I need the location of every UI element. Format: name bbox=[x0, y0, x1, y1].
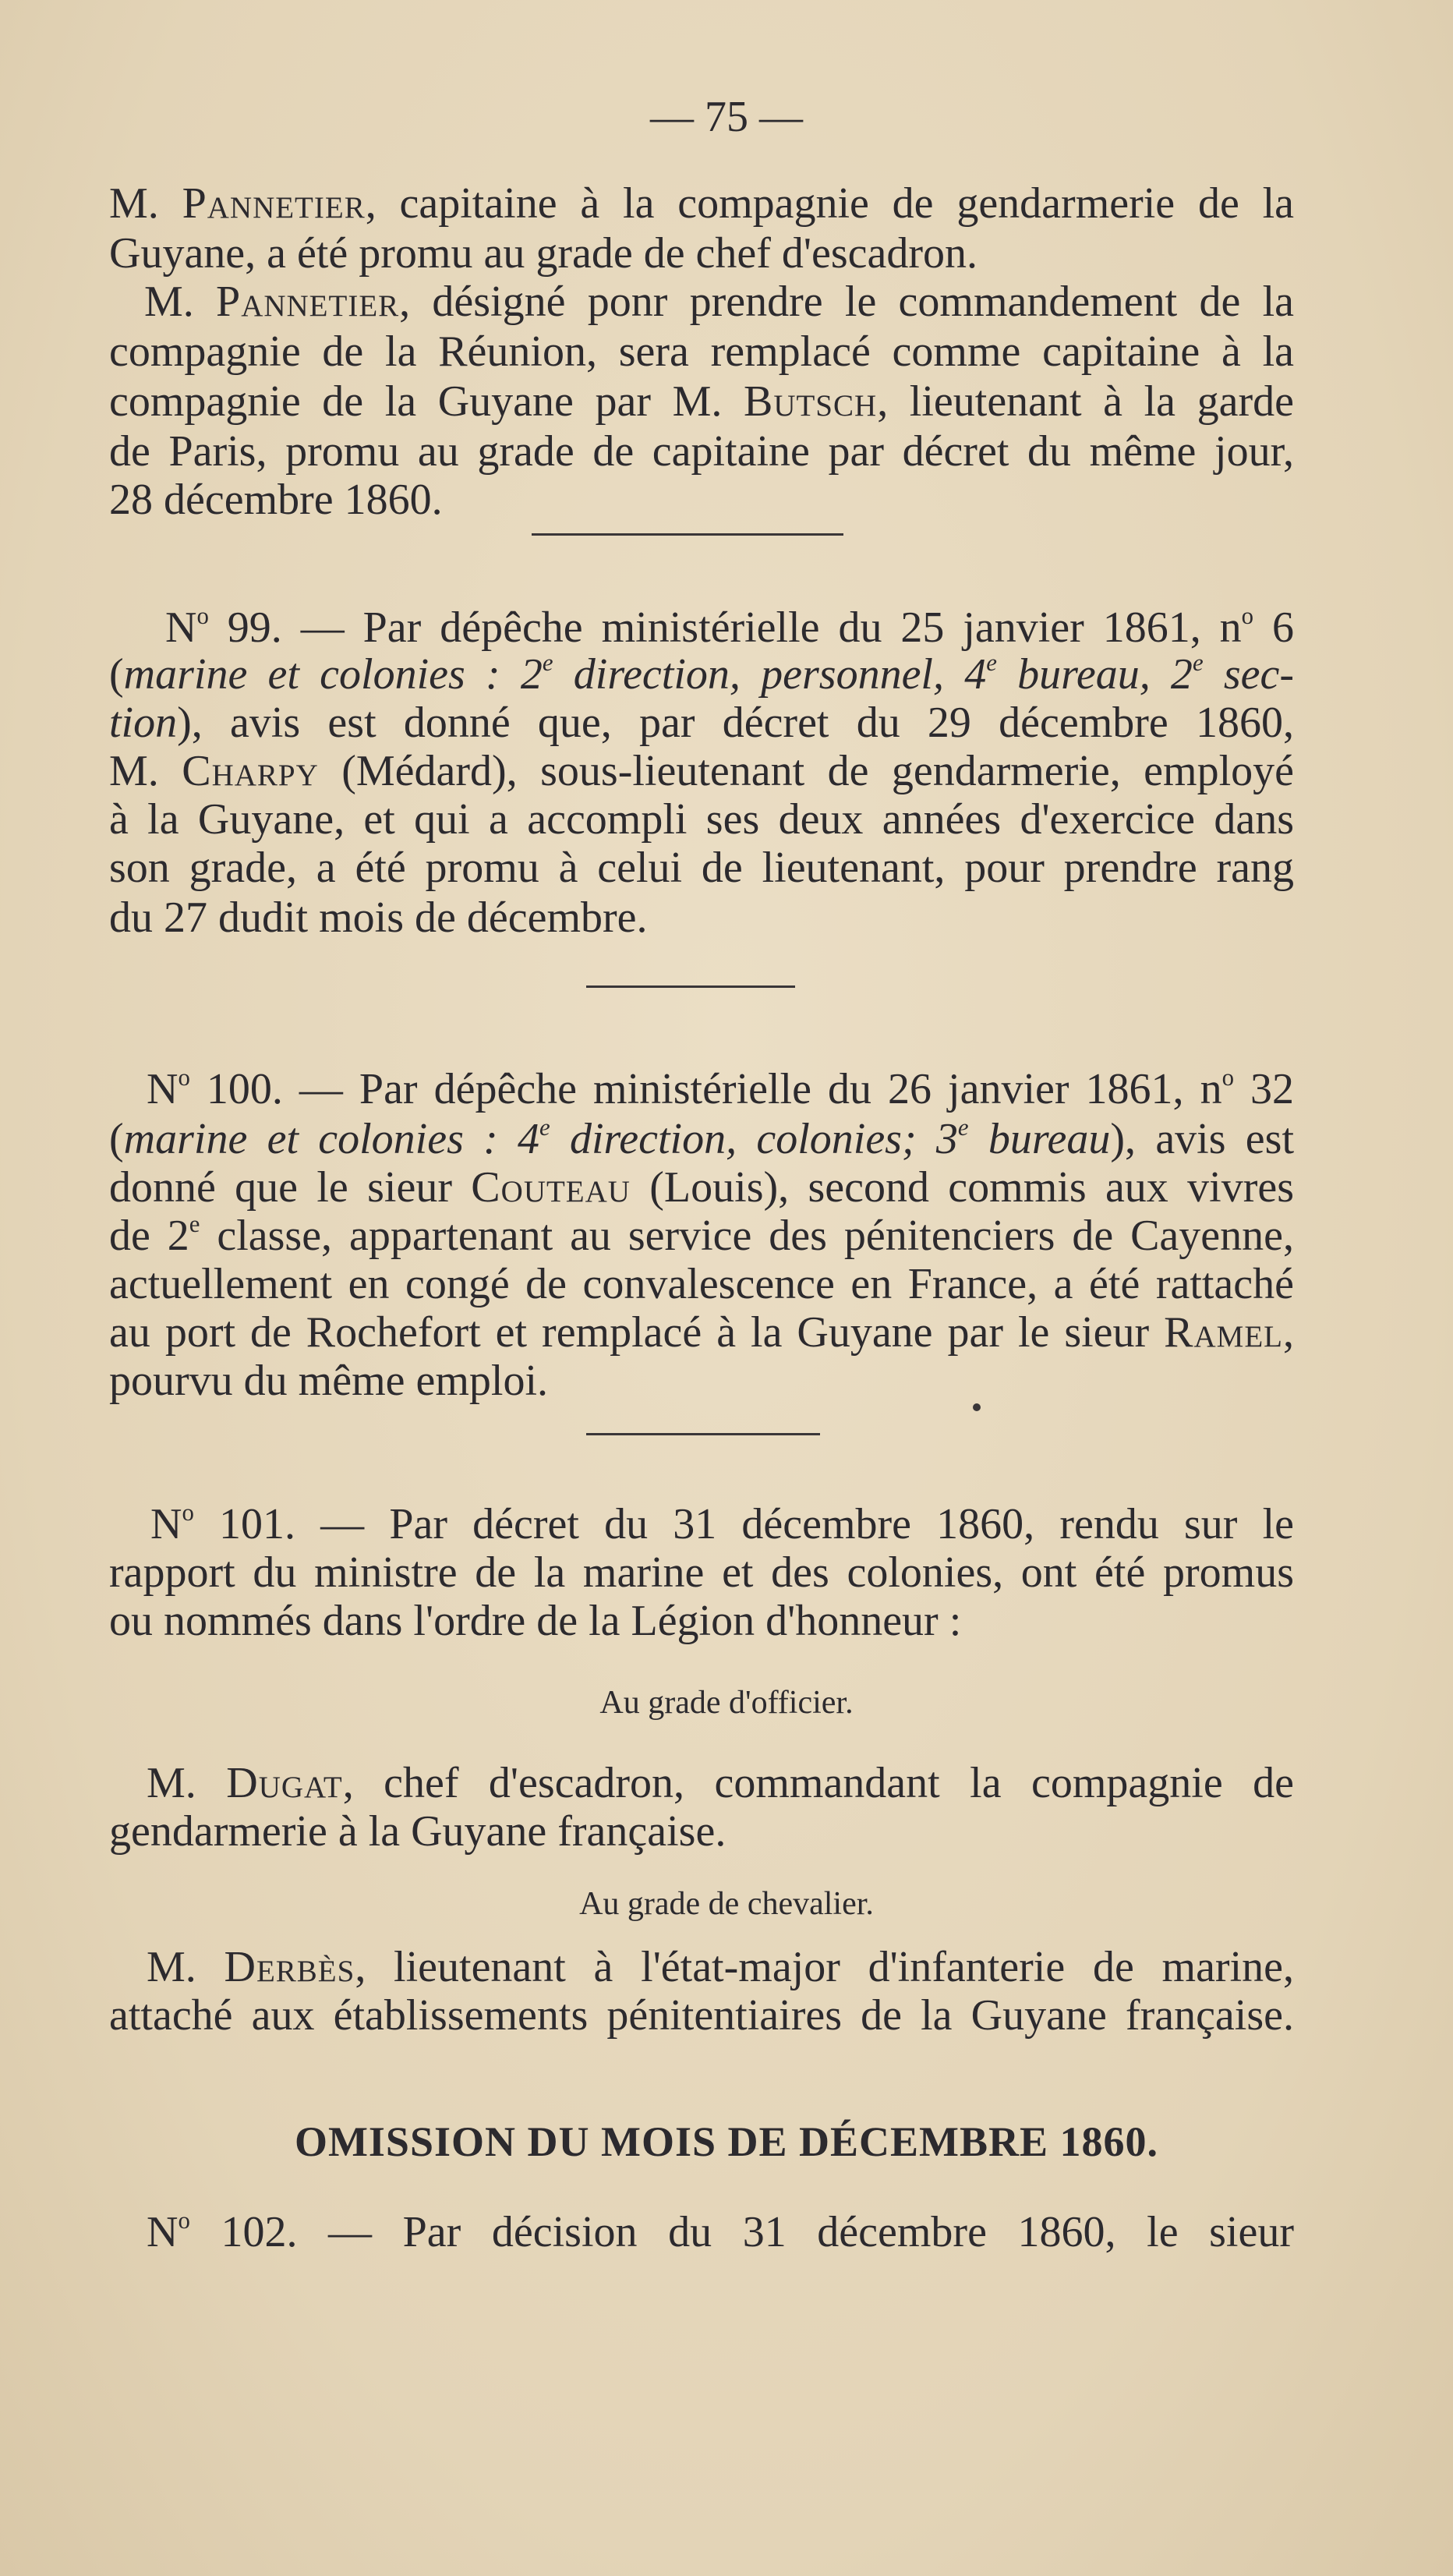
text-line: gendarmerie à la Guyane française. bbox=[109, 1807, 726, 1856]
text-line: M. Pannetier, capitaine à la compagnie de gendarmerie de la bbox=[109, 179, 1295, 228]
text-line: compagnie de la Guyane par M. Butsch, lieutenant à la garde bbox=[109, 377, 1294, 426]
text-line: à la Guyane, et qui a accompli ses deux années d'exercice dans bbox=[109, 795, 1294, 844]
text-line: donné que le sieur Couteau (Louis), second commis aux vivres bbox=[109, 1163, 1294, 1212]
text-line: pourvu du même emploi. bbox=[109, 1357, 549, 1405]
person-name: Dugat bbox=[226, 1759, 343, 1807]
text-line: M. Dugat, chef d'escadron, commandant la compagnie de bbox=[147, 1759, 1295, 1807]
section-heading: OMISSION DU MOIS DE DÉCEMBRE 1860. bbox=[294, 2118, 1159, 2165]
person-name: Butsch bbox=[743, 377, 878, 426]
text-line: 28 décembre 1860. bbox=[109, 476, 443, 524]
text-line: du 27 dudit mois de décembre. bbox=[109, 893, 648, 942]
person-name: Derbès bbox=[224, 1943, 355, 1991]
text-line: compagnie de la Réunion, sera remplacé comme capitaine à la bbox=[109, 327, 1294, 376]
person-name: Charpy bbox=[182, 747, 319, 795]
text-line: M. Derbès, lieutenant à l'état-major d'infanterie de marine, bbox=[147, 1943, 1294, 1991]
text-line: de 2e classe, appartenant au service des pénitenciers de Cayenne, bbox=[109, 1210, 1294, 1260]
separator-rule bbox=[532, 533, 843, 536]
person-name: Pannetier bbox=[182, 179, 366, 228]
ink-speck bbox=[973, 1403, 981, 1411]
text-line: tion), avis est donné que, par décret du 29 décembre 1860, bbox=[109, 699, 1294, 747]
person-name: Couteau bbox=[471, 1163, 631, 1212]
text-line: $N^o$ 99. — Par dépêche ministérielle du 25 janvier 1861, $n^o$ 6 bbox=[165, 602, 1295, 652]
subheading-chevalier: Au grade de chevalier. bbox=[579, 1886, 874, 1922]
text-line: M. Charpy (Médard), sous-lieutenant de gendarmerie, employé bbox=[109, 747, 1294, 795]
text-line: (marine et colonies : 2e direction, personnel, 4e bureau, 2e sec- bbox=[109, 649, 1294, 699]
text-line: $N^o$ 100. — Par dépêche ministérielle du 26 janvier 1861, $n^o$ 32 bbox=[147, 1063, 1295, 1113]
text-line: $N^o$ 102. — Par décision du 31 décembre 1860, le sieur bbox=[147, 2206, 1294, 2256]
text-line: rapport du ministre de la marine et des colonies, ont été promus bbox=[109, 1548, 1294, 1597]
text-line: son grade, a été promu à celui de lieutenant, pour prendre rang bbox=[109, 844, 1294, 892]
text-line: (marine et colonies : 4e direction, colonies; 3e bureau), avis est bbox=[109, 1113, 1294, 1163]
text-line: ou nommés dans l'ordre de la Légion d'honneur : bbox=[109, 1597, 962, 1645]
subheading-officier: Au grade d'officier. bbox=[599, 1685, 854, 1721]
text-line: au port de Rochefort et remplacé à la Guyane par le sieur Ramel, bbox=[109, 1308, 1294, 1357]
person-name: Pannetier bbox=[216, 278, 400, 326]
separator-rule bbox=[586, 985, 795, 988]
text-line: de Paris, promu au grade de capitaine par décret du même jour, bbox=[109, 427, 1294, 476]
text-line: attaché aux établissements pénitentiaires de la Guyane française. bbox=[109, 1991, 1294, 2040]
text-line: $N^o$ 101. — Par décret du 31 décembre 1860, rendu sur le bbox=[150, 1499, 1294, 1548]
text-line: Guyane, a été promu au grade de chef d'escadron. bbox=[109, 229, 978, 278]
page-number: — 75 — bbox=[650, 93, 803, 141]
text-line: M. Pannetier, désigné ponr prendre le commandement de la bbox=[144, 278, 1294, 326]
text-line: actuellement en congé de convalescence en France, a été rattaché bbox=[109, 1260, 1294, 1308]
person-name: Ramel bbox=[1164, 1308, 1283, 1357]
separator-rule bbox=[586, 1433, 820, 1435]
